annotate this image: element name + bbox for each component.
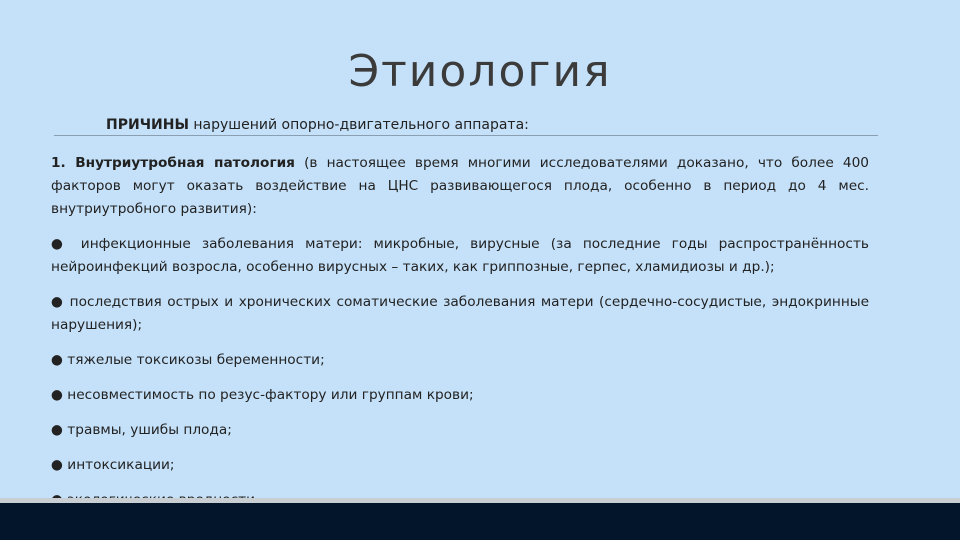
bullet-intoxication: ● интоксикации; [51, 457, 175, 473]
paragraph-1 [51, 152, 869, 221]
bullet-rh-factor: ● несовместимость по резус-фактору или группам крови; [51, 387, 474, 403]
slide-title: Этиология [348, 46, 612, 97]
content-body [51, 152, 869, 524]
paragraph-1-text: (в настоящее время многими исследователями доказано, что более 400 факторов могут оказать воздействие на ЦНС развивающегося плода, особенно в период до 4 мес. внутриутробного развития): [51, 155, 869, 217]
paragraph-1-heading: 1. Внутриутробная патология [51, 155, 295, 171]
bullet-trauma: ● травмы, ушибы плода; [51, 422, 232, 438]
bullet-somatic: ● последствия острых и хронических соматические заболевания матери (сердечно-сосудистые, эндокринные нарушения); [51, 294, 869, 333]
subtitle-bold: ПРИЧИНЫ [106, 117, 189, 133]
bullet-infections: ● инфекционные заболевания матери: микробные, вирусные (за последние годы распространённость нейроинфекций возросла, особенно вирусных – таких, как гриппозные, герпес, хламидиозы и др.); [51, 236, 869, 275]
subtitle [106, 117, 529, 133]
footer-bar [0, 503, 960, 540]
subtitle-rest: нарушений опорно-двигательного аппарата: [188, 117, 529, 133]
bullet-toxicosis: ● тяжелые токсикозы беременности; [51, 352, 325, 368]
divider [54, 135, 878, 136]
